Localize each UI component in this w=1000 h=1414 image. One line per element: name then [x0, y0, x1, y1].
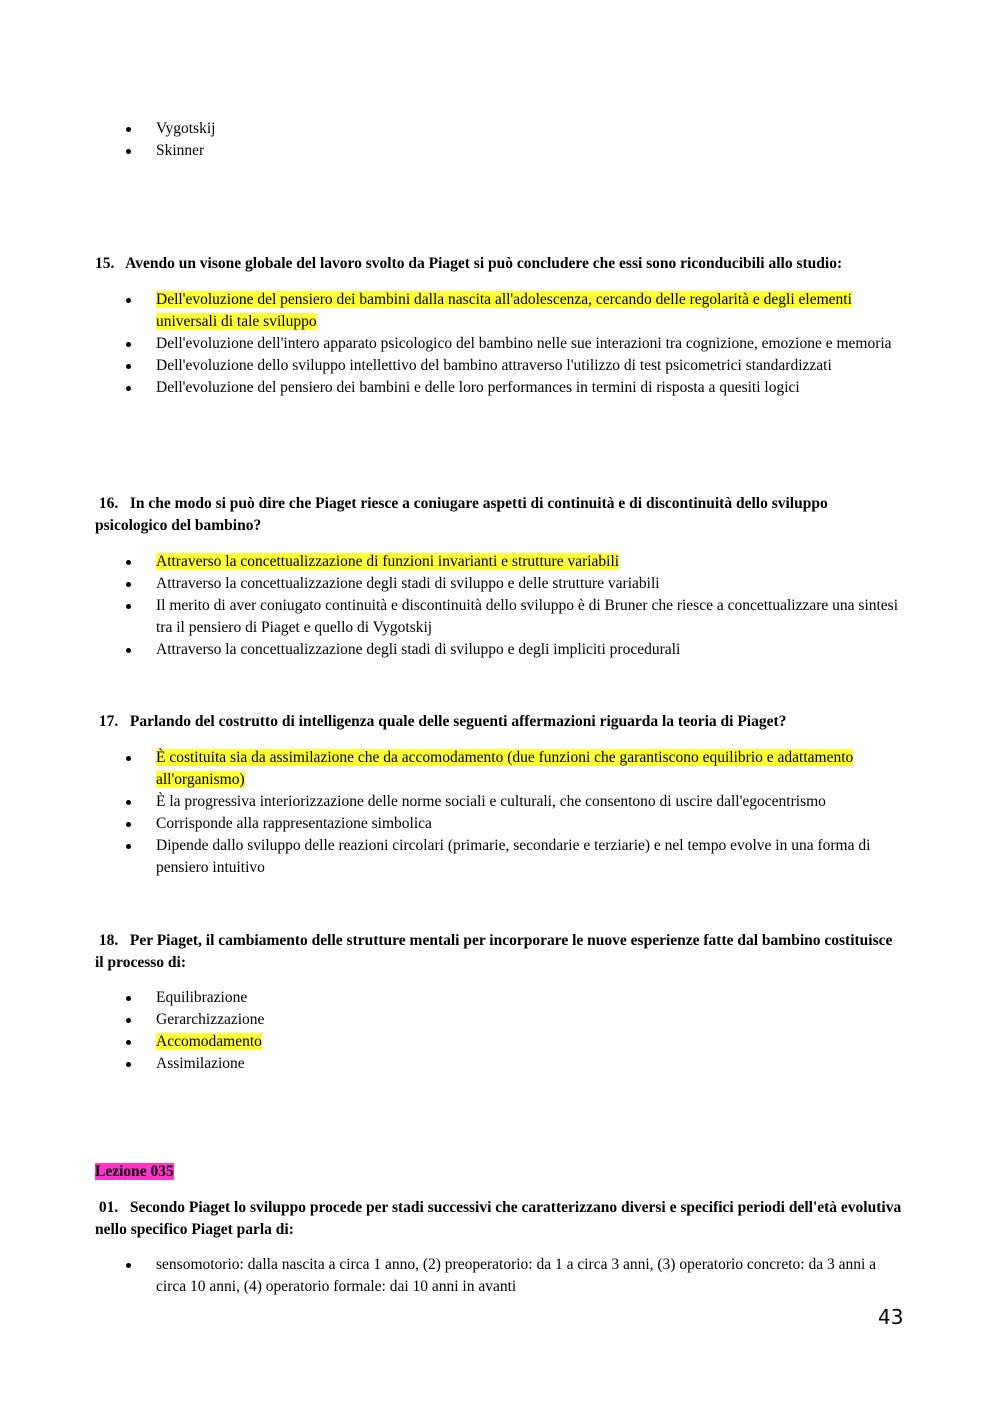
answer-item: Il merito di aver coniugato continuità e discontinuità dello sviluppo è di Bruner che riesce a concettualizzare una sintesi tra il pensiero di Piaget e quello di Vygotskij — [95, 595, 903, 639]
answer-item: Dell'evoluzione dello sviluppo intellettivo del bambino attraverso l'utilizzo di test psicometrici standardizzati — [95, 355, 903, 377]
answer-item-correct: Attraverso la concettualizzazione di funzioni invarianti e strutture variabili — [95, 551, 903, 573]
bullet-icon — [126, 996, 131, 1001]
answer-item: Vygotskij — [95, 118, 903, 140]
question-18 — [95, 930, 903, 1075]
bullet-icon — [126, 844, 131, 849]
page-number: 43 — [878, 1305, 904, 1329]
bullet-icon — [126, 127, 131, 132]
answer-item-correct: Dell'evoluzione del pensiero dei bambini dalla nascita all'adolescenza, cercando delle regolarità e degli elementi universali di tale sviluppo — [95, 289, 903, 333]
bullet-icon — [126, 1263, 131, 1268]
bullet-icon — [126, 604, 131, 609]
question-text: 15. Avendo un visone globale del lavoro svolto da Piaget si può concludere che essi sono riconducibili allo studio: — [95, 255, 843, 272]
answer-item-correct: È costituita sia da assimilazione che da accomodamento (due funzioni che garantiscono equilibrio e adattamento all'organismo) — [95, 747, 903, 791]
answer-item: Corrisponde alla rappresentazione simbolica — [95, 813, 903, 835]
bullet-icon — [126, 1062, 131, 1067]
bullet-icon — [126, 386, 131, 391]
bullet-icon — [126, 1018, 131, 1023]
bullet-icon — [126, 582, 131, 587]
lesson-title: Lezione 035 — [95, 1163, 174, 1180]
bullet-icon — [126, 298, 131, 303]
bullet-icon — [126, 756, 131, 761]
lesson-question-01 — [95, 1197, 903, 1298]
answer-item: Attraverso la concettualizzazione degli stadi di sviluppo e delle strutture variabili — [95, 573, 903, 595]
question-17 — [95, 711, 903, 879]
bullet-icon — [126, 364, 131, 369]
question-text: 17. Parlando del costrutto di intelligenza quale delle seguenti affermazioni riguarda la teoria di Piaget? — [98, 713, 787, 730]
bullet-icon — [126, 822, 131, 827]
bullet-icon — [126, 1040, 131, 1045]
answer-item: Skinner — [95, 140, 903, 162]
bullet-icon — [126, 149, 131, 154]
answer-item-correct: Accomodamento — [95, 1031, 903, 1053]
answer-item: Assimilazione — [95, 1053, 903, 1075]
bullet-icon — [126, 648, 131, 653]
answer-item: È la progressiva interiorizzazione delle norme sociali e culturali, che consentono di uscire dall'egocentrismo — [95, 791, 903, 813]
prev-question-answers — [95, 118, 903, 162]
answer-item: Dell'evoluzione del pensiero dei bambini e delle loro performances in termini di risposta a quesiti logici — [95, 377, 903, 399]
question-text: 01. Secondo Piaget lo sviluppo procede per stadi successivi che caratterizzano diversi e specifici periodi dell'età evolutiva nello specifico Piaget parla di: — [95, 1199, 902, 1238]
answer-item: Gerarchizzazione — [95, 1009, 903, 1031]
bullet-icon — [126, 342, 131, 347]
question-16 — [95, 493, 903, 661]
answer-item: Attraverso la concettualizzazione degli stadi di sviluppo e degli impliciti procedurali — [95, 639, 903, 661]
bullet-icon — [126, 560, 131, 565]
question-15 — [95, 253, 903, 399]
lesson-heading — [95, 1161, 903, 1183]
answer-item: Dipende dallo sviluppo delle reazioni circolari (primarie, secondarie e terziarie) e nel tempo evolve in una forma di pensiero intuitivo — [95, 835, 903, 879]
answer-item: Dell'evoluzione dell'intero apparato psicologico del bambino nelle sue interazioni tra cognizione, emozione e memoria — [95, 333, 903, 355]
question-text: 18. Per Piaget, il cambiamento delle strutture mentali per incorporare le nuove esperienze fatte dal bambino costituisce il processo di: — [95, 932, 893, 971]
answer-item: Equilibrazione — [95, 987, 903, 1009]
answer-item: sensomotorio: dalla nascita a circa 1 anno, (2) preoperatorio: da 1 a circa 3 anni, (3) operatorio concreto: da 3 anni a circa 10 anni, (4) operatorio formale: dai 10 anni in avanti — [95, 1254, 903, 1298]
bullet-icon — [126, 800, 131, 805]
question-text: 16. In che modo si può dire che Piaget riesce a coniugare aspetti di continuità e di discontinuità dello sviluppo psicologico del bambino? — [95, 495, 828, 534]
